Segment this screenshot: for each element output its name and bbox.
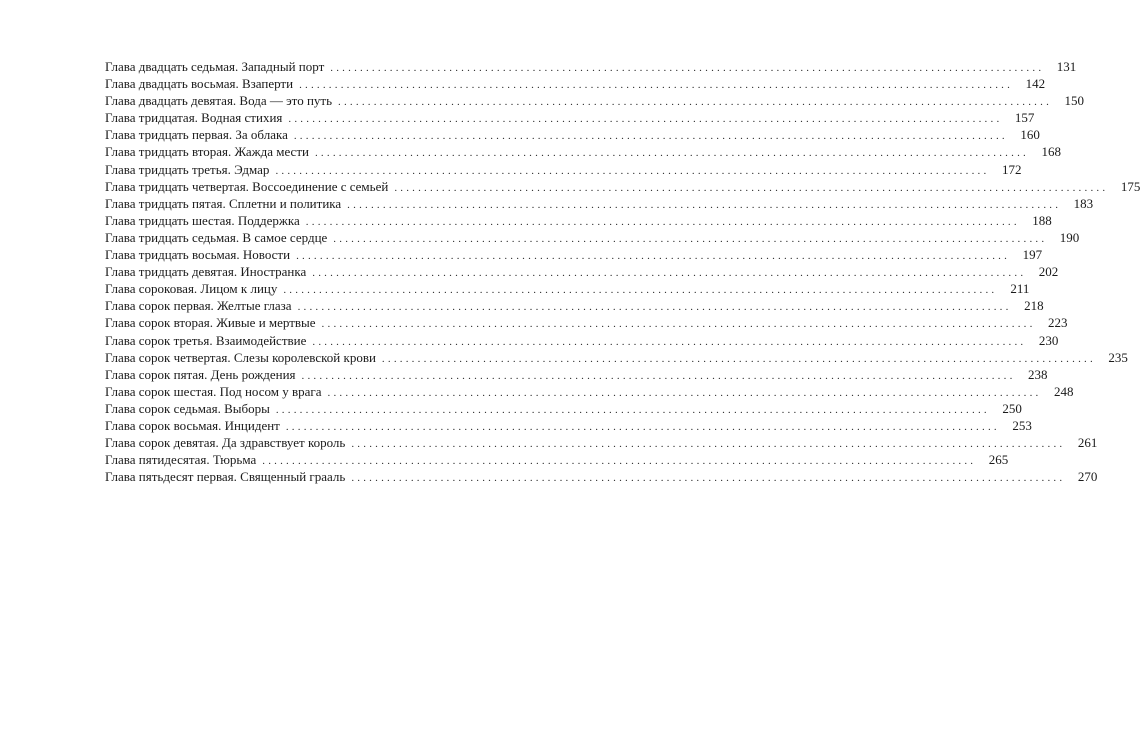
toc-entry-page-number: 235 [1108, 349, 1128, 365]
toc-entry-page-number: 142 [1025, 76, 1046, 92]
toc-entry-title: Глава тридцать четвертая. Воссоединение с семьей [105, 178, 389, 194]
toc-entry-title: Глава тридцать третья. Эдмар [105, 161, 270, 177]
toc-entry [105, 297, 1044, 314]
toc-entry [105, 161, 1022, 178]
toc-entry [105, 92, 1085, 109]
toc-entry-title: Глава пятьдесят первая. Священный грааль [105, 469, 346, 485]
dot-leader: ........................................................................................................................ [297, 301, 1012, 314]
toc-entry-page-number: 160 [1020, 127, 1040, 143]
toc-entry-page-number: 183 [1073, 195, 1094, 211]
toc-entry-title: Глава сорок восьмая. Инцидент [105, 417, 280, 433]
toc-entry-title: Глава сороковая. Лицом к лицу [105, 281, 278, 297]
toc-entry-title: Глава сорок третья. Взаимодействие [105, 332, 307, 348]
toc-entry-title: Глава сорок вторая. Живые и мертвые [105, 315, 316, 331]
dot-leader: ........................................................................................................................ [394, 181, 1109, 194]
dot-leader: ........................................................................................................................ [333, 232, 1048, 245]
toc-entry [105, 349, 1128, 366]
toc-entry-page-number: 168 [1041, 144, 1061, 160]
toc-entry-page-number: 261 [1077, 435, 1098, 451]
toc-entry-page-number: 175 [1120, 178, 1140, 194]
toc-entry [105, 314, 1068, 331]
toc-entry-title: Глава тридцать восьмая. Новости [105, 247, 291, 263]
toc-entry-title: Глава сорок шестая. Под носом у врага [105, 383, 322, 399]
toc-entry [105, 434, 1098, 451]
toc-entry-page-number: 223 [1048, 315, 1068, 331]
toc-entry [105, 109, 1035, 126]
toc-entry-page-number: 265 [988, 452, 1009, 468]
dot-leader: ........................................................................................................................ [288, 113, 1003, 126]
toc-entry [105, 417, 1032, 434]
toc-entry [105, 212, 1052, 229]
toc-entry-page-number: 238 [1028, 366, 1048, 382]
toc-entry [105, 178, 1140, 195]
toc-entry [105, 332, 1059, 349]
dot-leader: ........................................................................................................................ [305, 215, 1020, 228]
toc-entry-title: Глава тридцать девятая. Иностранка [105, 264, 307, 280]
toc-entry-page-number: 150 [1064, 93, 1085, 109]
toc-entry [105, 143, 1061, 160]
toc-entry-title: Глава тридцать первая. За облака [105, 127, 288, 143]
toc-entry-page-number: 188 [1032, 212, 1052, 228]
toc-entry-title: Глава сорок четвертая. Слезы королевской крови [105, 349, 376, 365]
toc-entry-page-number: 218 [1024, 298, 1044, 314]
toc-entry [105, 468, 1098, 485]
dot-leader: ........................................................................................................................ [312, 335, 1027, 348]
toc-entry-title: Глава тридцатая. Водная стихия [105, 110, 283, 126]
toc-entry-title: Глава сорок седьмая. Выборы [105, 400, 270, 416]
toc-entry-page-number: 190 [1059, 229, 1080, 245]
toc-entry-page-number: 211 [1010, 281, 1030, 297]
toc-entry-title: Глава двадцать восьмая. Взаперти [105, 76, 294, 92]
dot-leader: ........................................................................................................................ [262, 455, 977, 468]
toc-entry [105, 58, 1077, 75]
toc-entry [105, 126, 1040, 143]
dot-leader: ........................................................................................................................ [301, 369, 1016, 382]
toc-entry [105, 246, 1043, 263]
toc-entry [105, 263, 1059, 280]
dot-leader: ........................................................................................................................ [285, 420, 1000, 433]
toc-entry [105, 195, 1094, 212]
toc-entry-page-number: 172 [1001, 161, 1022, 177]
toc-entry-title: Глава пятидесятая. Тюрьма [105, 452, 257, 468]
dot-leader: ........................................................................................................................ [293, 130, 1008, 143]
toc-entry-title: Глава тридцать шестая. Поддержка [105, 212, 300, 228]
dot-leader: ........................................................................................................................ [314, 147, 1029, 160]
toc-entry-page-number: 157 [1014, 110, 1035, 126]
toc-entry-page-number: 131 [1056, 59, 1077, 74]
toc-entry [105, 383, 1074, 400]
toc-entry-page-number: 250 [1002, 400, 1022, 416]
toc-entry-page-number: 197 [1022, 247, 1043, 263]
toc-entry-title: Глава сорок пятая. День рождения [105, 366, 296, 382]
toc-entry-title: Глава сорок девятая. Да здравствует король [105, 435, 346, 451]
dot-leader: ........................................................................................................................ [381, 352, 1096, 365]
dot-leader: ........................................................................................................................ [351, 438, 1066, 451]
dot-leader: ........................................................................................................................ [321, 318, 1036, 331]
toc-entry-title: Глава тридцать вторая. Жажда мести [105, 144, 309, 160]
toc-entry [105, 229, 1080, 246]
dot-leader: ........................................................................................................................ [330, 62, 1045, 74]
dot-leader: ........................................................................................................................ [275, 164, 990, 177]
dot-leader: ........................................................................................................................ [299, 79, 1014, 92]
dot-leader: ........................................................................................................................ [296, 250, 1011, 263]
toc-entry [105, 451, 1009, 468]
toc-entry-page-number: 253 [1012, 417, 1032, 433]
dot-leader: ........................................................................................................................ [312, 267, 1027, 280]
dot-leader: ........................................................................................................................ [275, 403, 990, 416]
toc-entry-page-number: 230 [1038, 332, 1059, 348]
dot-leader: ........................................................................................................................ [347, 198, 1062, 211]
toc-entry [105, 400, 1022, 417]
toc-entry-page-number: 202 [1038, 264, 1059, 280]
toc-entry-title: Глава тридцать пятая. Сплетни и политика [105, 195, 342, 211]
toc-entry-page-number: 248 [1054, 383, 1074, 399]
toc-entry-title: Глава двадцать седьмая. Западный порт [105, 59, 325, 74]
dot-leader: ........................................................................................................................ [351, 472, 1066, 485]
dot-leader: ........................................................................................................................ [327, 386, 1042, 399]
toc-entry-title: Глава двадцать девятая. Вода — это путь [105, 93, 333, 109]
dot-leader: ........................................................................................................................ [338, 96, 1053, 109]
toc-entry-page-number: 270 [1077, 469, 1098, 485]
toc-entry-title: Глава сорок первая. Желтые глаза [105, 298, 292, 314]
table-of-contents [105, 58, 1140, 485]
toc-entry-title: Глава тридцать седьмая. В самое сердце [105, 229, 328, 245]
toc-entry [105, 75, 1046, 92]
toc-entry [105, 366, 1048, 383]
dot-leader: ........................................................................................................................ [283, 284, 998, 297]
toc-entry [105, 280, 1030, 297]
